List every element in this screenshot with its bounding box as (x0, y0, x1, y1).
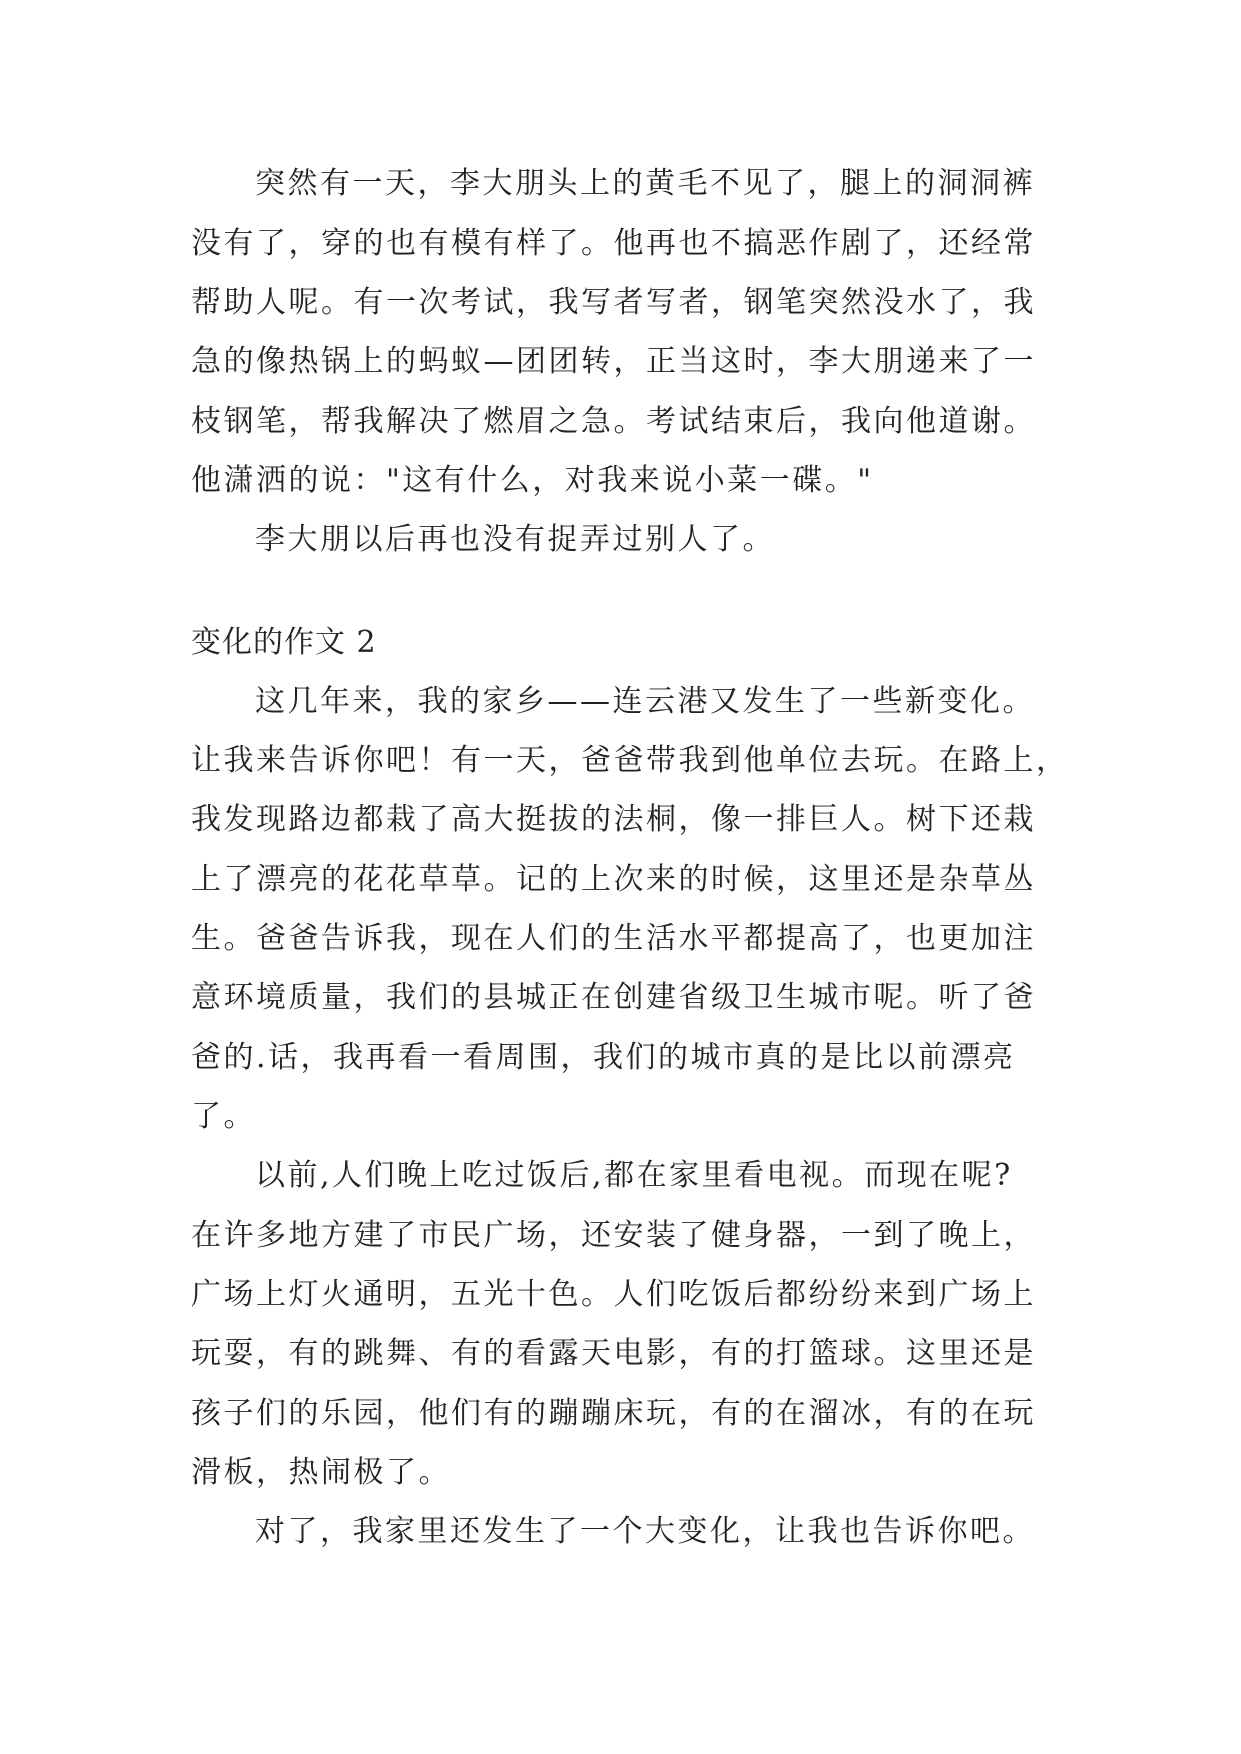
paragraph-line: 上了漂亮的花花草草。记的上次来的时候，这里还是杂草丛 (191, 862, 1036, 897)
paragraph-line: 帮助人呢。有一次考试，我写者写者，钢笔突然没水了，我 (191, 285, 1036, 320)
paragraph-line: 枝钢笔，帮我解决了燃眉之急。考试结束后，我向他道谢。 (191, 404, 1036, 439)
paragraph-line: 这几年来，我的家乡——连云港又发生了一些新变化。 (255, 684, 1035, 719)
paragraph-line: 玩耍，有的跳舞、有的看露天电影，有的打篮球。这里还是 (191, 1336, 1036, 1371)
paragraph-line: 广场上灯火通明，五光十色。人们吃饭后都纷纷来到广场上 (191, 1277, 1036, 1312)
paragraph-line: 我发现路边都栽了高大挺拔的法桐，像一排巨人。树下还栽 (191, 802, 1036, 837)
paragraph-line: 没有了，穿的也有模有样了。他再也不搞恶作剧了，还经常 (191, 226, 1036, 261)
paragraph-line: 在许多地方建了市民广场，还安装了健身器，一到了晚上， (191, 1218, 1036, 1253)
paragraph-line: 对了，我家里还发生了一个大变化，让我也告诉你吧。 (255, 1514, 1035, 1549)
paragraph-line: 了。 (191, 1099, 256, 1134)
paragraph-line: 突然有一天，李大朋头上的黄毛不见了，腿上的洞洞裤 (255, 166, 1035, 201)
paragraph-line: 急的像热锅上的蚂蚁—团团转，正当这时，李大朋递来了一 (191, 344, 1036, 379)
paragraph-line: 李大朋以后再也没有捉弄过别人了。 (255, 522, 775, 557)
paragraph-line: 生。爸爸告诉我，现在人们的生活水平都提高了，也更加注 (191, 921, 1036, 956)
paragraph-line: 孩子们的乐园，他们有的蹦蹦床玩，有的在溜冰，有的在玩 (191, 1396, 1036, 1431)
paragraph-line: 他潇洒的说："这有什么，对我来说小菜一碟。" (191, 463, 874, 498)
paragraph-line: 意环境质量，我们的县城正在创建省级卫生城市呢。听了爸 (191, 980, 1036, 1015)
section-heading: 变化的作文 2 (191, 625, 377, 660)
paragraph-line: 让我来告诉你吧！有一天，爸爸带我到他单位去玩。在路上， (191, 743, 1069, 778)
paragraph-line: 以前,人们晚上吃过饭后,都在家里看电视。而现在呢? (255, 1158, 1013, 1193)
paragraph-line: 爸的.话，我再看一看周围，我们的城市真的是比以前漂亮 (191, 1040, 1016, 1075)
paragraph-line: 滑板，热闹极了。 (191, 1455, 451, 1490)
